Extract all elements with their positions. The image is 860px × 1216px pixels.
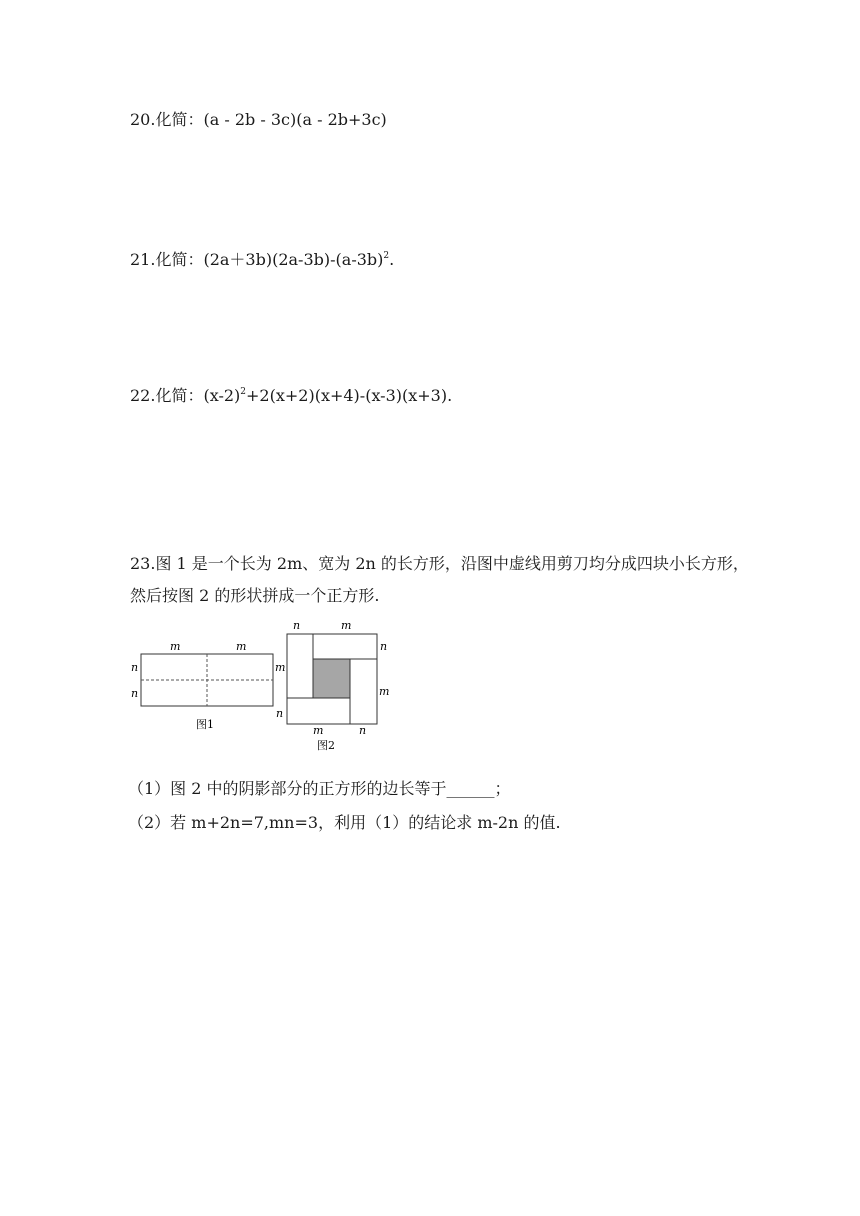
fig2-label-m-bottom: m: [313, 724, 324, 737]
q21-expression: (2a＋3b)(2a-3b)-(a-3b): [203, 250, 384, 269]
fig2-strip-top: [313, 634, 377, 659]
fig1-label-m-right: m: [236, 640, 247, 653]
q21-expression-end: .: [389, 250, 395, 269]
q22-exponent: 2: [240, 387, 247, 397]
fig2-label-n-bottom: n: [359, 724, 367, 737]
fig1-label-m-left: m: [170, 640, 181, 653]
q20-number: 20.: [130, 110, 156, 129]
q22-number: 22.: [130, 386, 156, 405]
fig2-label-m-right: m: [379, 685, 390, 698]
q21-exponent: 2: [383, 251, 390, 261]
fig2-strip-left: [287, 634, 313, 704]
fig1-caption: 图1: [196, 718, 214, 731]
fig2-label-n-top: n: [293, 619, 301, 632]
question-22: [130, 382, 452, 406]
fig2-caption: 图2: [317, 739, 335, 752]
figure-1: [128, 636, 288, 756]
q23-part-1: （1）图 2 中的阴影部分的正方形的边长等于______；: [128, 779, 511, 798]
q21-number: 21.: [130, 250, 156, 269]
fig1-label-n-left-top: n: [131, 661, 139, 674]
q22-label: 化简：: [155, 386, 204, 405]
fig1-label-n-left-bottom: n: [131, 687, 139, 700]
fig2-shaded-square: [313, 659, 350, 698]
figure-2: [275, 616, 405, 756]
fig1-label-m-side: m: [275, 661, 286, 674]
q23-line-2: 然后按图 2 的形状拼成一个正方形.: [130, 586, 380, 605]
fig2-label-m-top: m: [341, 619, 352, 632]
q20-expression: (a - 2b - 3c)(a - 2b+3c): [203, 110, 387, 129]
q20-label: 化简：: [155, 110, 204, 129]
fig2-label-n-left: n: [276, 707, 284, 720]
q23-part-2: （2）若 m+2n=7,mn=3，利用（1）的结论求 m-2n 的值.: [128, 813, 561, 832]
fig2-label-n-right: n: [380, 640, 388, 653]
fig2-strip-bottom: [287, 698, 350, 724]
question-21: [130, 246, 394, 270]
q22-expression-end: +2(x+2)(x+4)-(x-3)(x+3).: [246, 386, 453, 405]
fig2-strip-right: [350, 659, 377, 724]
q22-expression: (x-2): [203, 386, 241, 405]
question-20: [130, 110, 387, 130]
q23-line-1: 23.图 1 是一个长为 2m、宽为 2n 的长方形，沿图中虚线用剪刀均分成四块小长方形，: [130, 554, 749, 573]
q21-label: 化简：: [155, 250, 204, 269]
